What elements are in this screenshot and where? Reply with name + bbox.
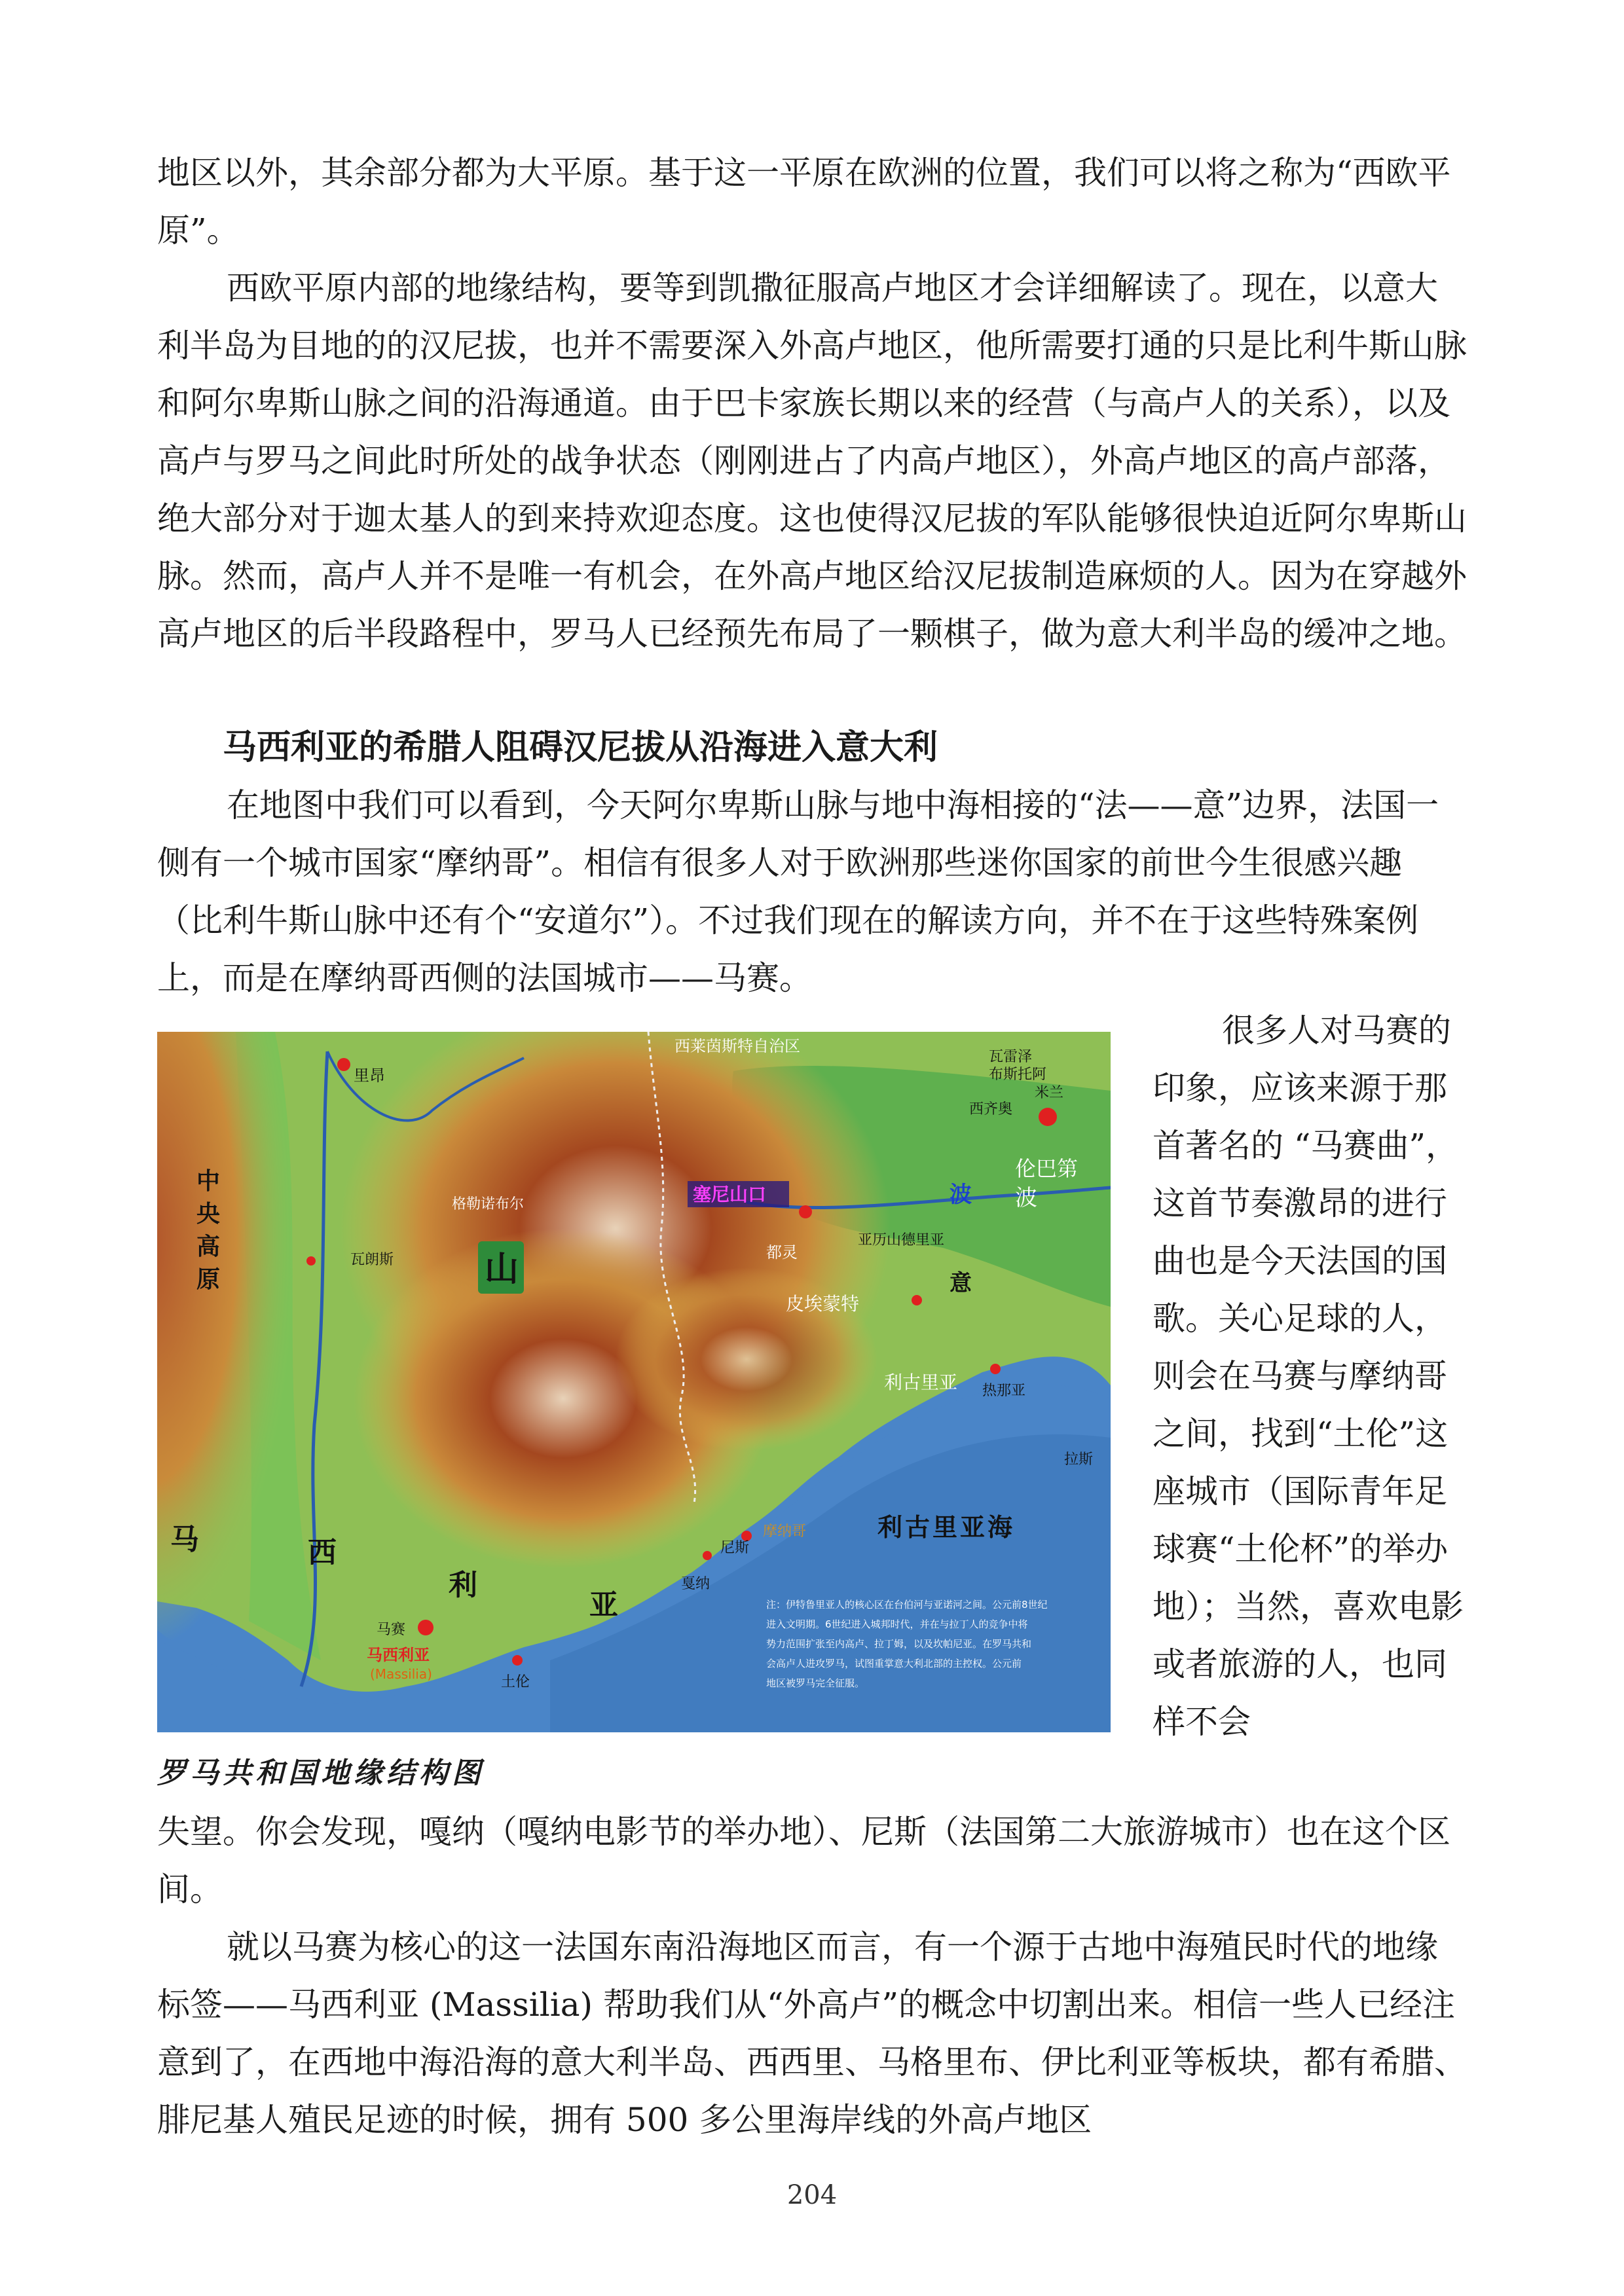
label-brescia: 瓦雷泽	[989, 1049, 1033, 1065]
label-central-3: 高	[196, 1233, 221, 1260]
city-turin	[799, 1205, 812, 1218]
note-line-1: 注：伊特鲁里亚人的核心区在台伯河与亚诺河之间。公元前8世纪	[766, 1599, 1048, 1611]
label-central-2: 央	[196, 1201, 221, 1228]
label-piedmont: 皮埃蒙特	[786, 1293, 860, 1315]
note-line-2: 进入文明期。6世纪进入城邦时代，并在与拉丁人的竞争中将	[766, 1618, 1028, 1630]
label-liguria: 利古里亚	[884, 1372, 958, 1393]
label-turin: 都灵	[766, 1243, 798, 1262]
label-massilia-1: 马西利亚	[367, 1646, 430, 1664]
map-figure	[157, 1032, 1111, 1732]
label-italy-char: 意	[950, 1270, 972, 1296]
label-central-1: 中	[196, 1168, 221, 1195]
label-novara: 西齐奥	[969, 1101, 1013, 1118]
label-xi: 西	[308, 1536, 337, 1569]
label-ya: 亚	[589, 1588, 618, 1622]
section-heading: 马西利亚的希腊人阻碍汉尼拔从沿海进入意大利	[223, 728, 938, 767]
label-central-4: 原	[196, 1266, 221, 1293]
label-lyon: 里昂	[354, 1066, 385, 1085]
label-spezia: 拉斯	[1064, 1451, 1094, 1468]
label-massilia-2: (Massilia)	[370, 1666, 432, 1682]
label-milan: 米兰	[1035, 1085, 1064, 1101]
label-monaco: 摩纳哥	[763, 1523, 807, 1540]
label-ma: 马	[170, 1523, 199, 1556]
label-nice: 尼斯	[720, 1540, 750, 1556]
label-marseille: 马赛	[377, 1622, 406, 1638]
side-paragraph: 很多人对马赛的印象，应该来源于那首著名的 “马赛曲”，这首节奏激昂的进行曲也是今天法国的国歌。关心足球的人，则会在马赛与摩纳哥之间，找到“土伦”这座城市（国际青年足球赛“土伦杯”的举办地）；当然，喜欢电影或者旅游的人，也同样不会	[1153, 1011, 1464, 1741]
label-lombardy-2: 波	[950, 1182, 972, 1208]
label-toulon: 土伦	[501, 1674, 530, 1690]
map-svg	[157, 1032, 1111, 1732]
city-valence	[306, 1256, 316, 1266]
label-pass: 塞尼山口	[693, 1184, 767, 1205]
label-genoa: 热那亚	[982, 1383, 1026, 1399]
label-valence: 瓦朗斯	[350, 1252, 394, 1268]
label-ligurian-sea: 利古里亚海	[877, 1513, 1016, 1542]
city-toulon	[512, 1655, 523, 1666]
paragraph-2: 西欧平原内部的地缘结构，要等到凯撒征服高卢地区才会详细解读了。现在，以意大利半岛为目地的的汉尼拔，也并不需要深入外高卢地区，他所需要打通的只是比利牛斯山脉和阿尔卑斯山脉之间的沿海通道。由于巴卡家族长期以来的经营（与高卢人的关系），以及高卢与罗马之间此时所处的战争状态（刚刚进占了内高卢地区），外高卢地区的高卢部落，绝大部分对于迦太基人的到来持欢迎态度。这也使得汉尼拔的军队能够很快迫近阿尔卑斯山脉。然而，高卢人并不是唯一有机会，在外高卢地区给汉尼拔制造麻烦的人。因为在穿越外高卢地区的后半段路程中，罗马人已经预先布局了一颗棋子，做为意大利半岛的缓冲之地。	[157, 269, 1467, 653]
label-lombardy-1: 伦巴第	[1015, 1156, 1079, 1181]
label-alps-char: 山	[485, 1250, 519, 1289]
label-busto: 布斯托阿	[989, 1066, 1047, 1083]
paragraph-4: 失望。你会发现，嘎纳（嘎纳电影节的举办地）、尼斯（法国第二大旅游城市）也在这个区间。	[157, 1813, 1450, 1908]
note-line-4: 会高卢人进攻罗马，试图重掌意大利北部的主控权。公元前	[766, 1658, 1022, 1669]
figure-caption: 罗马共和国地缘结构图	[157, 1757, 485, 1790]
paragraph-5: 就以马赛为核心的这一法国东南沿海地区而言，有一个源于古地中海殖民时代的地缘标签——马西利亚 (Massilia) 帮助我们从“外高卢”的概念中切割出来。相信一些人已经注意到了，在西地中海沿海的意大利半岛、西西里、马格里布、伊比利亚等板块，都有希腊、腓尼基人殖民足迹的时候，拥有 500 多公里海岸线的外高卢地区	[157, 1928, 1467, 2139]
label-grenoble: 格勒诺布尔	[452, 1196, 525, 1212]
note-line-3: 势力范围扩张至内高卢、拉丁姆，以及坎帕尼亚。在罗马共和	[766, 1638, 1032, 1650]
label-lombardy-3: 波	[1015, 1185, 1037, 1211]
paragraph-3: 在地图中我们可以看到，今天阿尔卑斯山脉与地中海相接的“法——意”边界，法国一侧有一个城市国家“摩纳哥”。相信有很多人对于欧洲那些迷你国家的前世今生很感兴趣（比利牛斯山脉中还有个“安道尔”）。不过我们现在的解读方向，并不在于这些特殊案例上，而是在摩纳哥西侧的法国城市——马赛。	[157, 786, 1439, 997]
city-alessandria	[912, 1295, 922, 1305]
city-milan	[1039, 1108, 1057, 1126]
label-top-region: 西莱茵斯特自治区	[674, 1037, 800, 1055]
city-lyon	[337, 1058, 350, 1071]
city-genoa	[990, 1364, 1001, 1374]
label-li: 利	[449, 1569, 477, 1602]
page-number: 204	[786, 2180, 838, 2210]
paragraph-1: 地区以外，其余部分都为大平原。基于这一平原在欧洲的位置，我们可以将之称为“西欧平原”。	[157, 154, 1451, 249]
label-alessandria: 亚历山德里亚	[858, 1232, 945, 1248]
note-line-5: 地区被罗马完全征服。	[766, 1677, 865, 1689]
city-marseille	[418, 1620, 434, 1635]
city-cannes	[703, 1551, 712, 1560]
label-cannes: 戛纳	[681, 1576, 710, 1592]
